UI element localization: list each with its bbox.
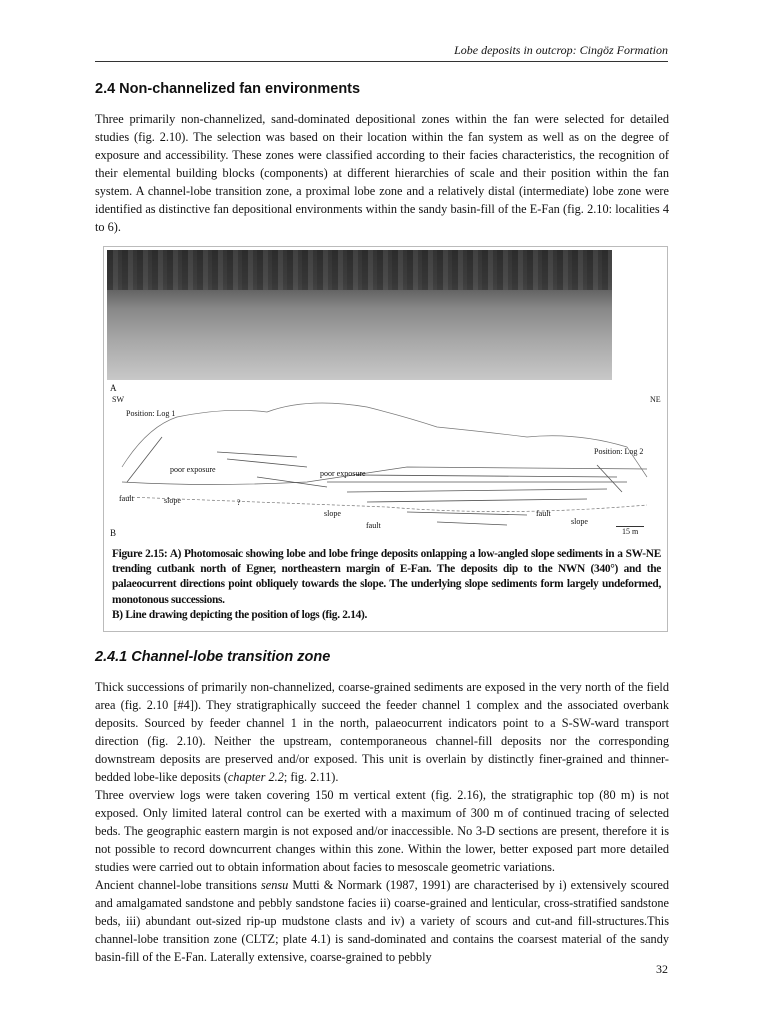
running-header: Lobe deposits in outcrop: Cingöz Formation: [95, 43, 668, 62]
caption-part-a: Figure 2.15: A) Photomosaic showing lobe and lobe fringe deposits onlapping a low-angled slope sediments in a SW-NE trending cutbank north of Egner, northeastern margin of E-Fan. The deposits dip to the NWN (340°) and the palaeocurrent directions point obliquely towards the slope. The underlying slope sediments form largely undeformed, monotonous successions.: [112, 548, 661, 606]
slope-label: slope: [164, 496, 181, 505]
poor-exposure-label: poor exposure: [170, 465, 216, 474]
body-paragraph: [95, 678, 669, 786]
text: Thick successions of primarily non-channelized, coarse-grained sediments are exposed in the very north of the field area (fig. 2.10 [#4]). They stratigraphically succeed the feeder channel 1 complex and the associated overbank deposits. Sourced by feeder channel 1 in the north, palaeocurrent indicators point to a S-SW-ward transport direction (fig. 2.10). Neither the upstream, contemporaneous channel-fill deposits nor the corresponding downstream deposits are preserved and/or exposed. This unit is overlain by distinctly finer-grained and thinner-bedded lobe-like deposits (: [95, 680, 669, 785]
caption-part-b: B) Line drawing depicting the position of logs (fig. 2.14).: [112, 608, 368, 621]
subsection-heading: 2.4.1 Channel-lobe transition zone: [95, 649, 331, 666]
ne-label: NE: [650, 395, 661, 404]
page-number: 32: [656, 962, 668, 976]
photomosaic-image: [107, 250, 612, 380]
position-log1-label: Position: Log 1: [126, 409, 176, 418]
text: sensu: [260, 878, 289, 893]
text-column: [95, 80, 669, 966]
panel-label-a: A: [110, 383, 117, 393]
panel-label-b: B: [110, 528, 117, 538]
sw-label: SW: [112, 395, 124, 404]
fault-label: fault: [366, 521, 381, 530]
question-mark-label: ?: [237, 498, 241, 507]
figure-artwork: [104, 247, 667, 543]
intro-paragraph: Three primarily non-channelized, sand-dominated depositional zones within the fan were selected for detailed studies (fig. 2.10). The selection was based on their location within the fan system as well as on the degree of exposure and accessibility. These zones were classified according to their facies characteristics, the recognition of their elemental building blocks (components) at different hierarchies of scale and their position within the fan system. A channel-lobe transition zone, a proximal lobe zone and a relatively distal (intermediate) lobe zone were identified as distinctive fan depositional environments within the sandy basin-fill of the E-Fan (fig. 2.10: localities 4 to 6).: [95, 112, 669, 234]
body-paragraph: Three overview logs were taken covering 150 m vertical extent (fig. 2.16), the stratigraphic top (80 m) is not exposed. Only limited lateral control can be exerted with a maximum of 300 m of continued tracing of selected beds. The geographic eastern margin is not exposed and/or inaccessible. No 3-D sections are present, therefore it is not possible to record downcurrent changes within this zone. Within the lower, better exposed part more detailed studies were carried out to obtain information about facies to mesoscale geometric variations.: [95, 788, 669, 875]
section-heading: 2.4 Non-channelized fan environments: [95, 81, 361, 97]
poor-exposure-label: poor exposure: [320, 469, 366, 478]
text: Mutti & Normark (1987, 1991) are characterised by i) extensively scoured and amalgamated sandstone and pebbly sandstone facies ii) coarse-grained and lenticular, cross-stratified sandstone beds, iii) abundant out-sized rip-up mudstone clasts and iv) a variety of scours and cut-and fill-structures.This channel-lobe transition zone (CLTZ; plate 4.1) is sand-dominated and contains the coarsest material of the sandy basin-fill of the E-Fan. Laterally extensive, coarse-grained to pebbly: [95, 878, 669, 965]
body-paragraph: [95, 876, 669, 966]
slope-label: slope: [324, 509, 341, 518]
text: ; fig. 2.11).: [283, 770, 339, 785]
line-drawing: [107, 387, 664, 537]
scale-bar: 15 m: [616, 526, 644, 537]
fault-label: fault: [119, 494, 134, 503]
text: Ancient channel-lobe transitions: [95, 878, 261, 893]
figure-2-15: [103, 246, 668, 632]
figure-caption: [104, 543, 667, 631]
fault-label: fault: [536, 509, 551, 518]
slope-label: slope: [571, 517, 588, 526]
position-log2-label: Position: Log 2: [594, 447, 644, 456]
chapter-reference: chapter 2.2: [227, 770, 284, 785]
